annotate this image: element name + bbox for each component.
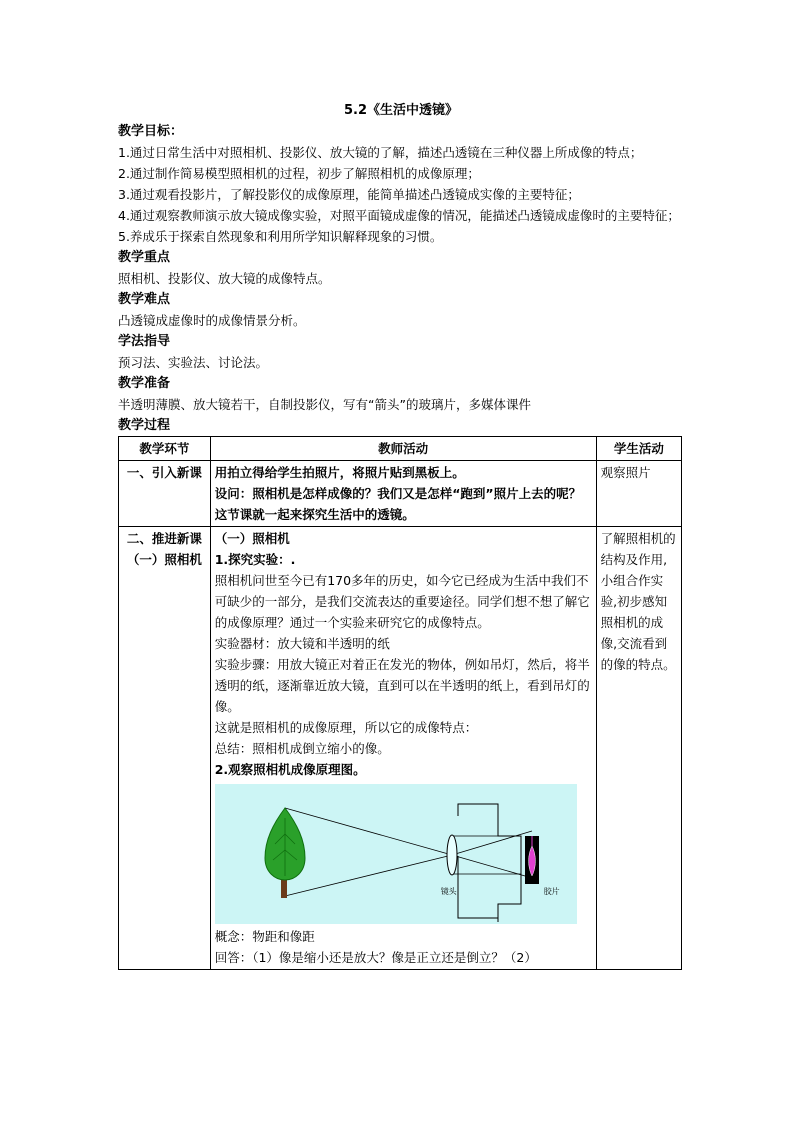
light-ray <box>452 831 532 855</box>
difficulties-heading: 教学难点 <box>118 292 171 307</box>
light-ray <box>285 855 452 896</box>
preparation-heading: 教学准备 <box>118 376 171 391</box>
document-page <box>118 100 684 970</box>
teacher-text: 实验器材：放大镜和半透明的纸 <box>214 636 390 651</box>
document-title: 5.2《生活中透镜》 <box>343 103 459 118</box>
camera-body-outline <box>458 804 521 922</box>
teacher-text: 概念：物距和像距 <box>214 929 315 944</box>
teacher-text: 实验步骤：用放大镜正对着正在发光的物体，例如吊灯，然后，将半透明的纸，逐渐靠近放大镜，直到可以在半透明的纸上，看到吊灯的像。 <box>214 657 590 714</box>
process-table <box>118 436 682 970</box>
light-ray <box>452 855 532 878</box>
teacher-text: 总结：照相机成倒立缩小的像。 <box>214 741 390 756</box>
table-row <box>119 461 682 527</box>
table-row <box>119 527 682 970</box>
lens-icon <box>447 835 457 875</box>
goal-item: 5.养成乐于探索自然现象和利用所学知识解释现象的习惯。 <box>118 229 443 244</box>
difficulties-text: 凸透镜成虚像时的成像情景分析。 <box>118 313 306 328</box>
teacher-text: 回答：（1）像是缩小还是放大？像是正立还是倒立？（2） <box>214 950 537 965</box>
camera-body-outline <box>458 856 498 918</box>
explore-heading: 1.探究实验：. <box>214 552 296 567</box>
methods-heading: 学法指导 <box>118 334 171 349</box>
lens-label: 镜头 <box>440 887 457 896</box>
process-heading: 教学过程 <box>118 418 171 433</box>
film-label: 胶片 <box>543 887 560 896</box>
camera-diagram-svg <box>215 784 577 924</box>
preparation-text: 半透明薄膜、放大镜若干，自制投影仪，写有“箭头”的玻璃片，多媒体课件 <box>118 397 531 412</box>
teacher-text: 照相机问世至今已有170多年的历史，如今它已经成为生活中我们不可缺少的一部分，是我们交流表达的重要途径。同学们想不想了解它的成像原理？通过一个实验来研究它的成像特点。 <box>214 573 590 630</box>
teacher-text: 设问：照相机是怎样成像的？我们又是怎样“跑到”照片上去的呢？这节课就一起来探究生活中的透镜。 <box>214 486 582 522</box>
student-cell: 观察照片 <box>596 461 681 527</box>
table-header-row <box>119 437 682 461</box>
column-header-teacher: 教师活动 <box>210 437 596 461</box>
goal-item: 3.通过观看投影片，了解投影仪的成像原理，能简单描述凸透镜成实像的主要特征； <box>118 187 580 202</box>
key-points-text: 照相机、投影仪、放大镜的成像特点。 <box>118 271 331 286</box>
teacher-text: 用拍立得给学生拍照片，将照片贴到黑板上。 <box>214 465 465 480</box>
teacher-cell <box>210 527 596 970</box>
stage-text: （一）照相机 <box>126 552 202 567</box>
teacher-cell <box>210 461 596 527</box>
column-header-stage: 教学环节 <box>119 437 211 461</box>
stage-text: 二、推进新课 <box>126 531 202 546</box>
camera-principle-diagram <box>215 784 577 924</box>
light-ray <box>285 808 452 855</box>
key-points-heading: 教学重点 <box>118 250 171 265</box>
column-header-student: 学生活动 <box>596 437 681 461</box>
teacher-text: 这就是照相机的成像原理，所以它的成像特点： <box>214 720 478 735</box>
student-cell: 了解照相机的结构及作用,小组合作实验,初步感知照相机的成像,交流看到的像的特点。 <box>596 527 681 970</box>
goal-item: 4.通过观察教师演示放大镜成像实验，对照平面镜成虚像的情况，能描述凸透镜成虚像时的主要特征； <box>118 208 680 223</box>
diagram-heading: 2.观察照相机成像原理图。 <box>214 762 366 777</box>
sub-heading: （一）照相机 <box>214 531 290 546</box>
stage-cell: 一、引入新课 <box>119 461 211 527</box>
goals-heading: 教学目标： <box>118 124 184 139</box>
goal-item: 2.通过制作简易模型照相机的过程，初步了解照相机的成像原理； <box>118 166 480 181</box>
stage-cell <box>119 527 211 970</box>
methods-text: 预习法、实验法、讨论法。 <box>118 355 269 370</box>
goal-item: 1.通过日常生活中对照相机、投影仪、放大镜的了解，描述凸透镜在三种仪器上所成像的特点； <box>118 145 643 160</box>
